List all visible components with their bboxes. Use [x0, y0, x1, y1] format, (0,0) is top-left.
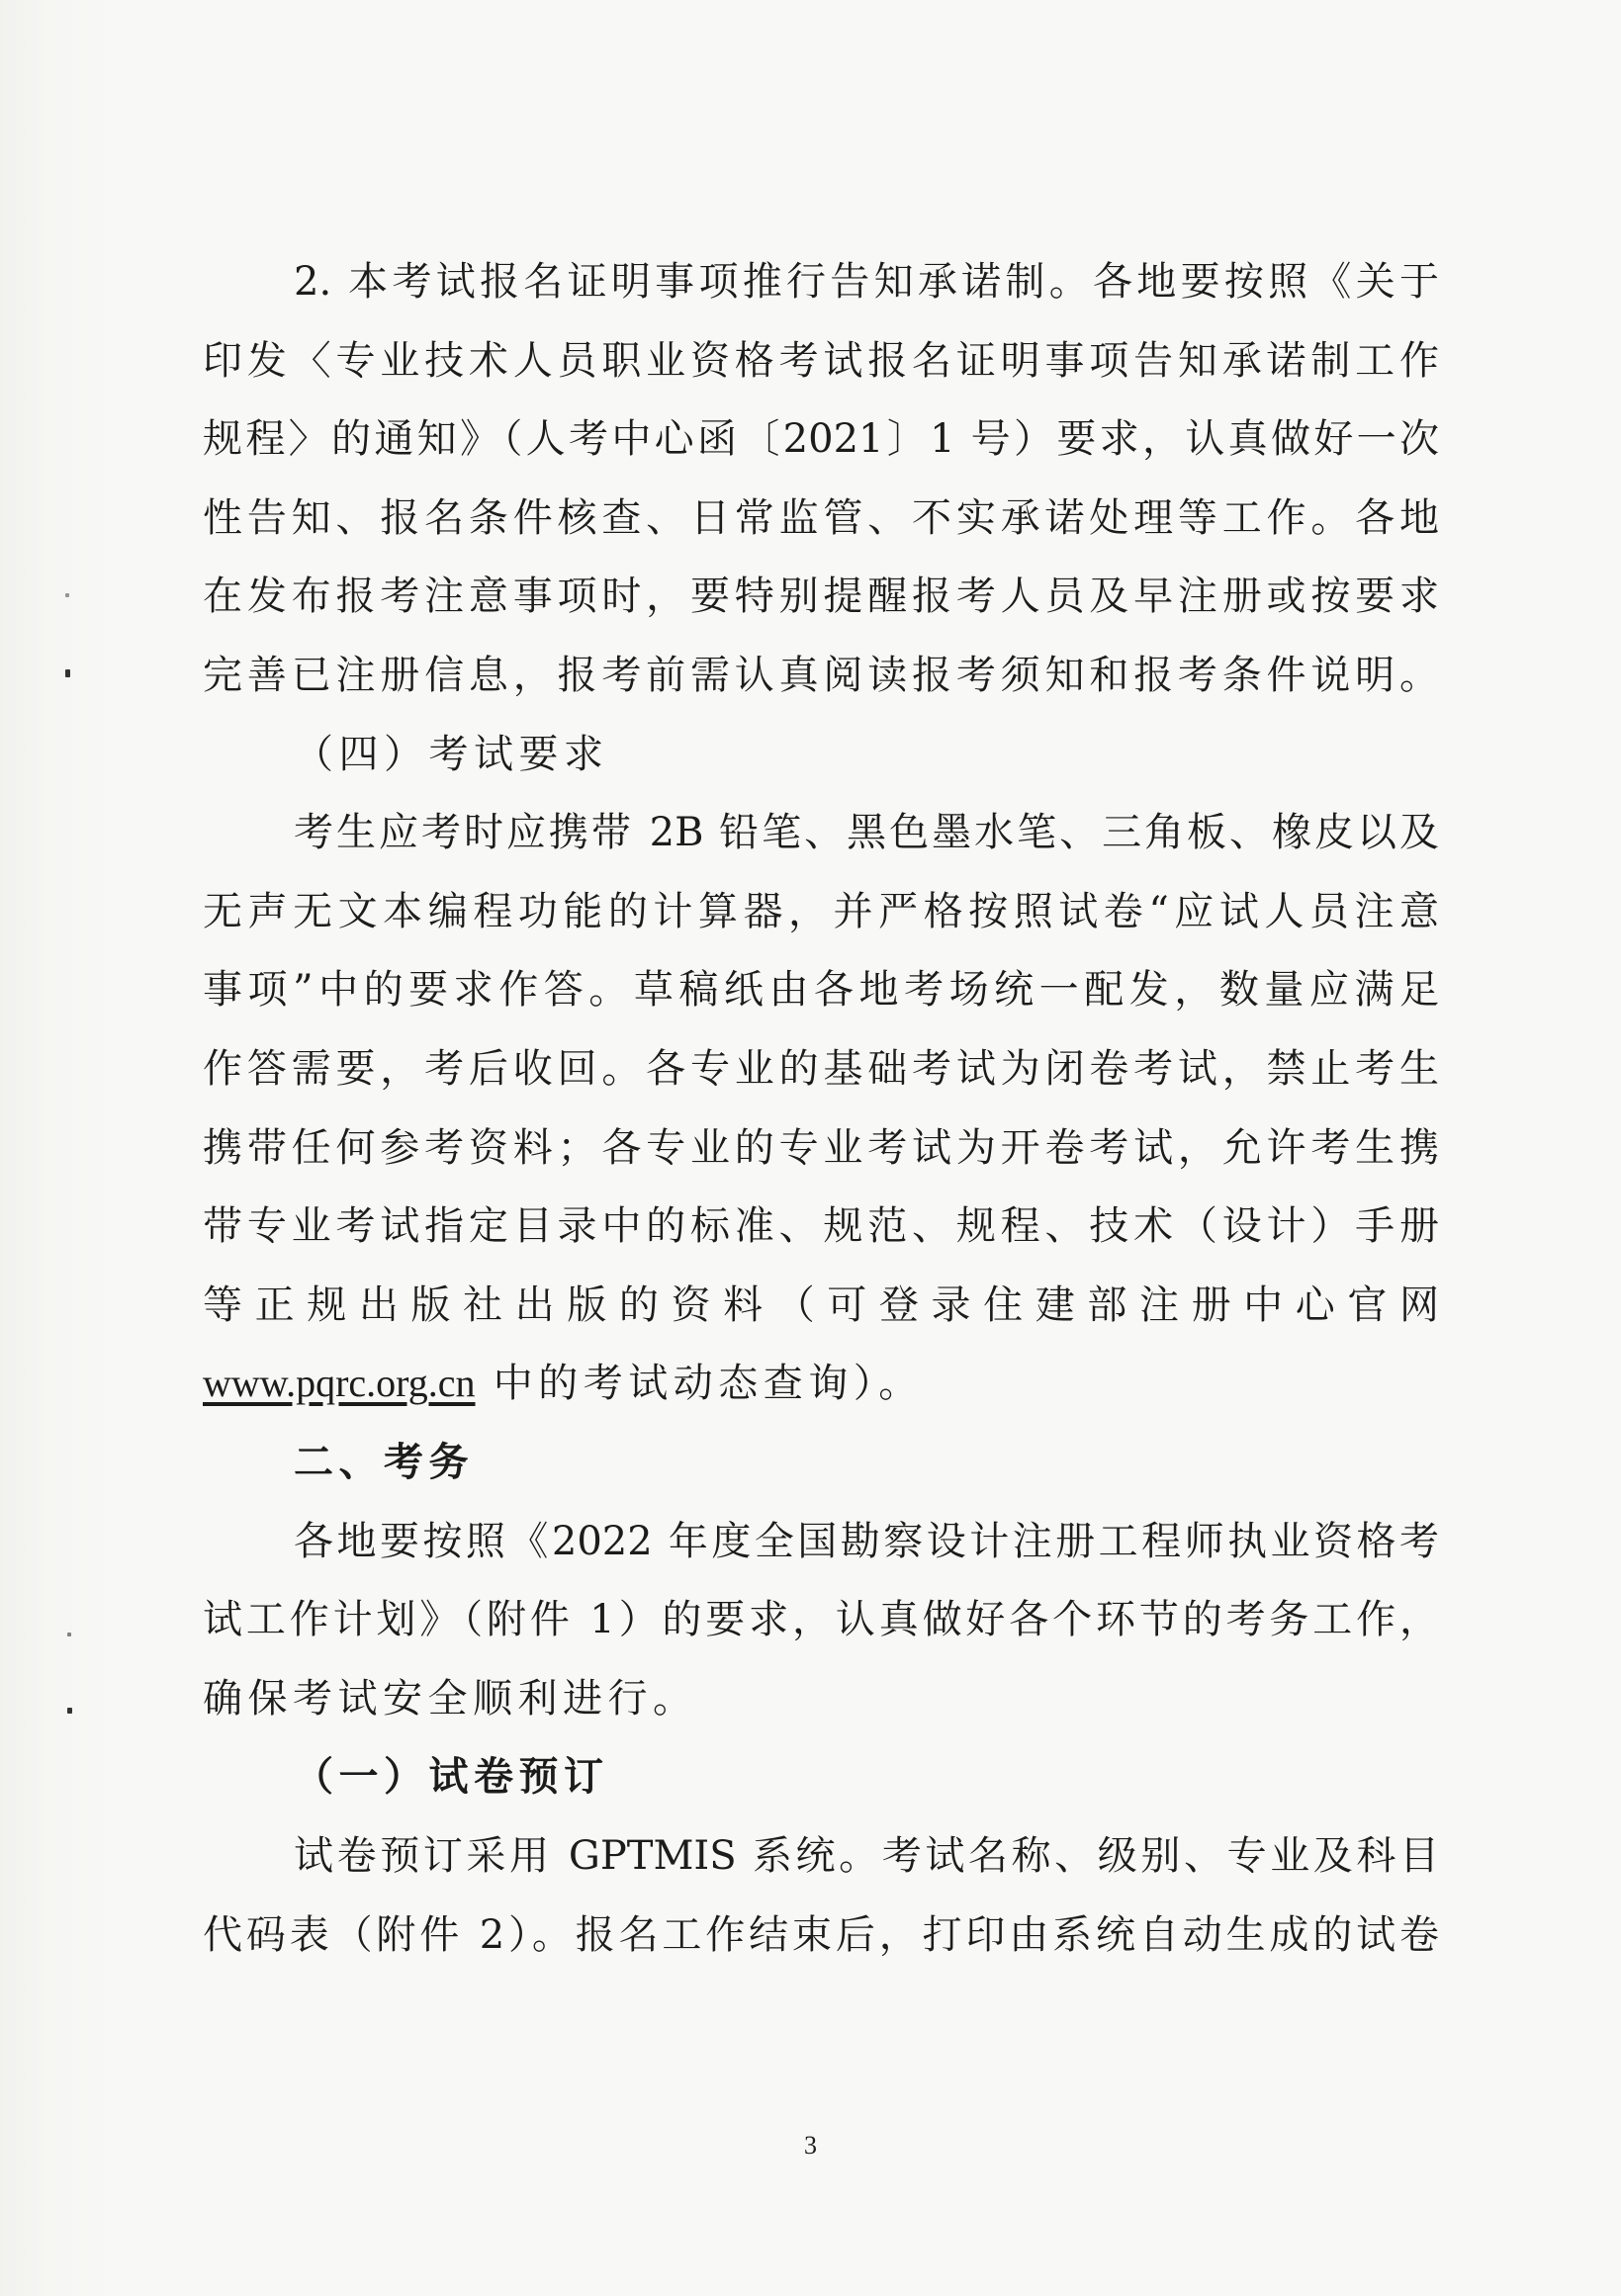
text-line: 无声无文本编程功能的计算器，并严格按照试卷“应试人员注意 [203, 888, 1439, 934]
website-link[interactable]: www.pqrc.org.cn [203, 1361, 476, 1406]
section-heading: 二、考务 [294, 1439, 474, 1485]
text-line: 带专业考试指定目录中的标准、规范、规程、技术（设计）手册 [203, 1203, 1439, 1250]
text-line: 携带任何参考资料；各专业的专业考试为开卷考试，允许考生携 [203, 1124, 1439, 1171]
text-line: 试卷预订采用 GPTMIS 系统。考试名称、级别、专业及科目 [294, 1833, 1439, 1879]
text-line: 2. 本考试报名证明事项推行告知承诺制。各地要按照《关于 [294, 259, 1439, 305]
text-line-with-link [203, 1354, 924, 1413]
text-line: 规程〉的通知》（人考中心函〔2021〕1 号）要求，认真做好一次 [203, 416, 1439, 463]
text-line: 等正规出版社出版的资料（可登录住建部注册中心官网 [203, 1281, 1439, 1328]
text-line: （四）考试要求 [294, 731, 609, 777]
section-heading: （一）试卷预订 [294, 1753, 609, 1801]
link-trailing-text: 中的考试动态查询）。 [475, 1361, 924, 1407]
punch-mark [65, 669, 70, 677]
punch-mark [67, 1708, 72, 1714]
text-line: 试工作计划》（附件 1）的要求，认真做好各个环节的考务工作， [203, 1597, 1439, 1643]
text-line: 确保考试安全顺利进行。 [203, 1675, 698, 1722]
text-line: 印发〈专业技术人员职业资格考试报名证明事项告知承诺制工作 [203, 337, 1439, 384]
text-line: 完善已注册信息，报考前需认真阅读报考须知和报考条件说明。 [203, 653, 1439, 698]
text-line: 各地要按照《2022 年度全国勘察设计注册工程师执业资格考 [294, 1518, 1439, 1564]
text-line: 在发布报考注意事项时，要特别提醒报考人员及早注册或按要求 [203, 574, 1439, 620]
punch-mark [67, 1633, 71, 1636]
punch-mark [65, 593, 69, 597]
text-line: 考生应考时应携带 2B 铅笔、黑色墨水笔、三角板、橡皮以及 [294, 810, 1439, 856]
scan-edge-shading [0, 0, 129, 2296]
text-line: 作答需要，考后收回。各专业的基础考试为闭卷考试，禁止考生 [203, 1046, 1439, 1092]
text-line: 事项”中的要求作答。草稿纸由各地考场统一配发，数量应满足 [203, 967, 1439, 1014]
page-number: 3 [804, 2131, 817, 2160]
text-line: 性告知、报名条件核查、日常监管、不实承诺处理等工作。各地 [203, 494, 1439, 541]
text-line: 代码表（附件 2）。报名工作结束后，打印由系统自动生成的试卷 [203, 1911, 1439, 1958]
